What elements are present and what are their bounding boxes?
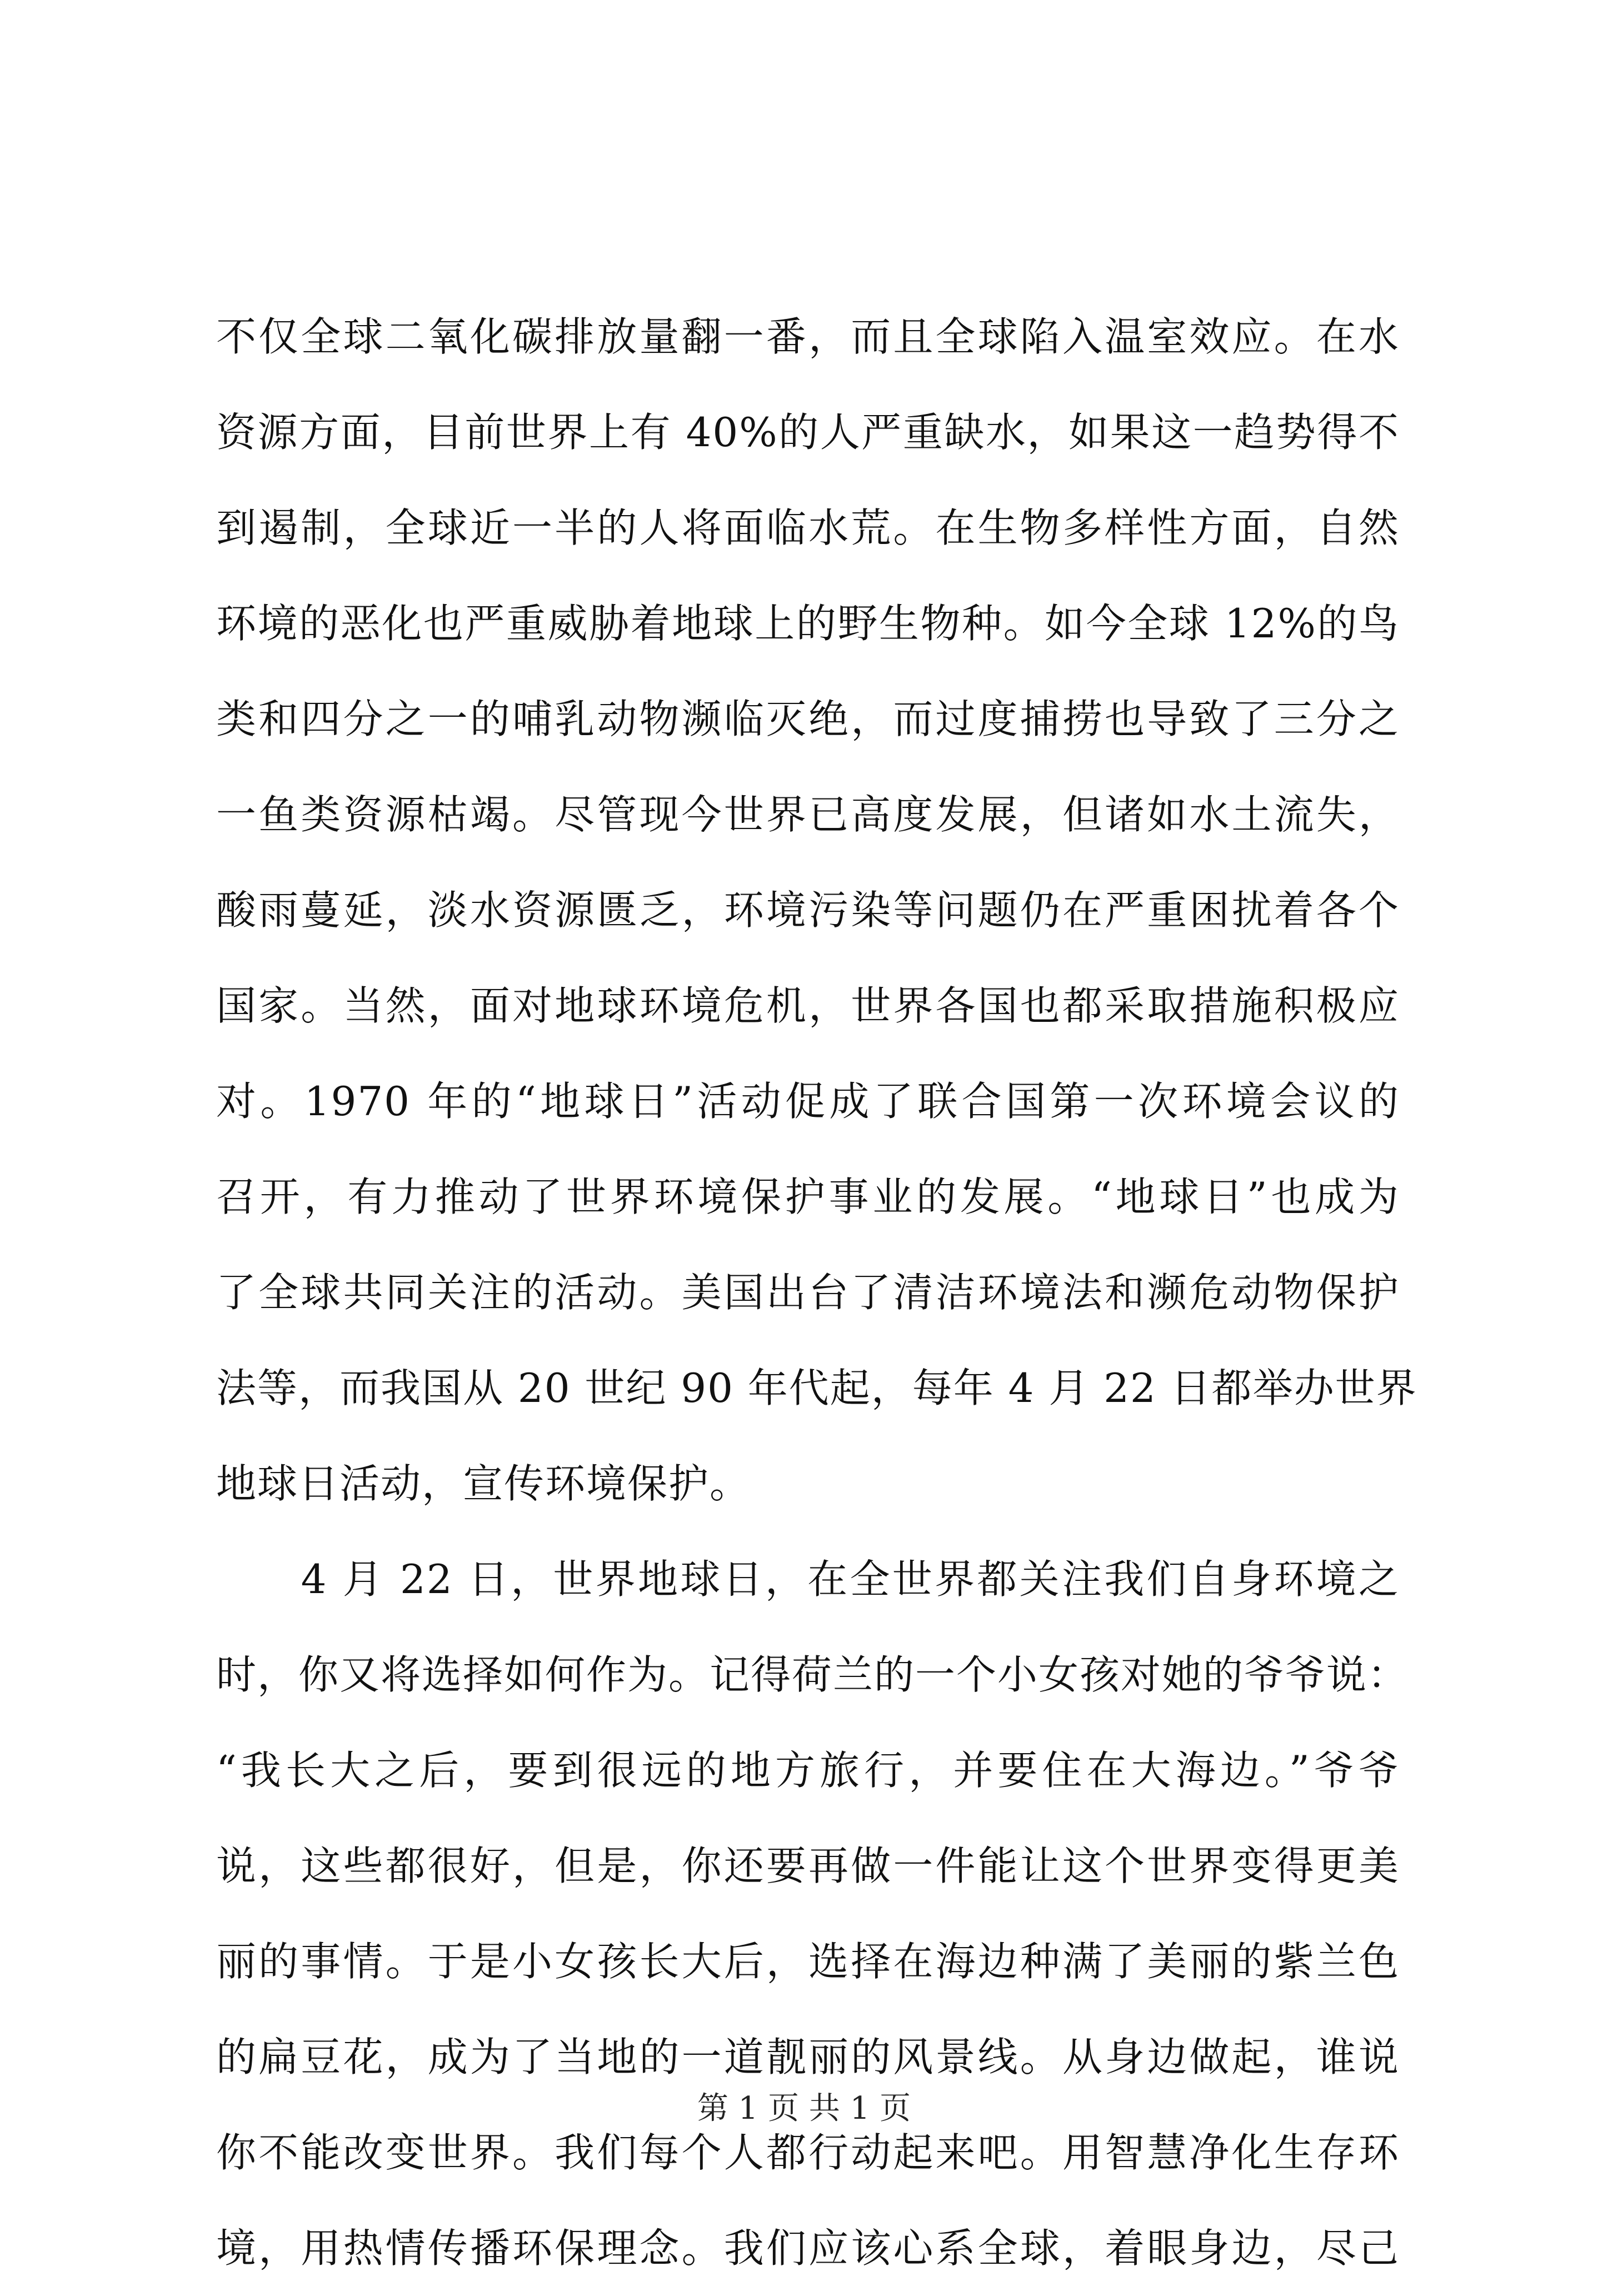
text-line: 丽的事情。于是小女孩长大后，选择在海边种满了美丽的紫兰色	[216, 1938, 1400, 1985]
text-line-paragraph-end: 地球日活动，宣传环境保护。	[216, 1460, 751, 1507]
text-line: 一鱼类资源枯竭。尽管现今世界已高度发展，但诸如水土流失，	[216, 791, 1400, 838]
text-line: 召开，有力推动了世界环境保护事业的发展。“地球日”也成为	[216, 1174, 1400, 1220]
text-line: 了全球共同关注的活动。美国出台了清洁环境法和濒危动物保护	[216, 1269, 1400, 1316]
text-line: 境，用热情传播环保理念。我们应该心系全球，着眼身边，尽己	[216, 2225, 1400, 2272]
text-line: 国家。当然，面对地球环境危机，世界各国也都采取措施积极应	[216, 982, 1400, 1029]
text-line-paragraph-start: 4 月 22 日，世界地球日，在全世界都关注我们自身环境之	[216, 1556, 1400, 1603]
text-line: 类和四分之一的哺乳动物濒临灭绝，而过度捕捞也导致了三分之	[216, 696, 1400, 742]
page-footer: 第 1 页 共 1 页	[697, 2090, 911, 2127]
text-line: 时，你又将选择如何作为。记得荷兰的一个小女孩对她的爷爷说：	[216, 1651, 1409, 1698]
text-line: 不仅全球二氧化碳排放量翻一番，而且全球陷入温室效应。在水	[216, 313, 1400, 360]
text-line: 说，这些都很好，但是，你还要再做一件能让这个世界变得更美	[216, 1843, 1400, 1889]
text-line: 的扁豆花，成为了当地的一道靓丽的风景线。从身边做起，谁说	[216, 2034, 1400, 2080]
text-line: 法等，而我国从 20 世纪 90 年代起，每年 4 月 22 日都举办世界	[216, 1365, 1417, 1411]
text-line: 环境的恶化也严重威胁着地球上的野生物种。如今全球 12%的鸟	[216, 600, 1400, 647]
text-line: “我长大之后，要到很远的地方旅行，并要住在大海边。”爷爷	[216, 1747, 1400, 1794]
text-line: 资源方面，目前世界上有 40%的人严重缺水，如果这一趋势得不	[216, 409, 1400, 456]
text-line: 你不能改变世界。我们每个人都行动起来吧。用智慧净化生存环	[216, 2129, 1400, 2176]
text-line: 到遏制，全球近一半的人将面临水荒。在生物多样性方面，自然	[216, 505, 1400, 551]
text-line: 对。1970 年的“地球日”活动促成了联合国第一次环境会议的	[216, 1078, 1400, 1125]
text-line: 酸雨蔓延，淡水资源匮乏，环境污染等问题仍在严重困扰着各个	[216, 887, 1400, 934]
body-text	[216, 289, 1417, 2296]
